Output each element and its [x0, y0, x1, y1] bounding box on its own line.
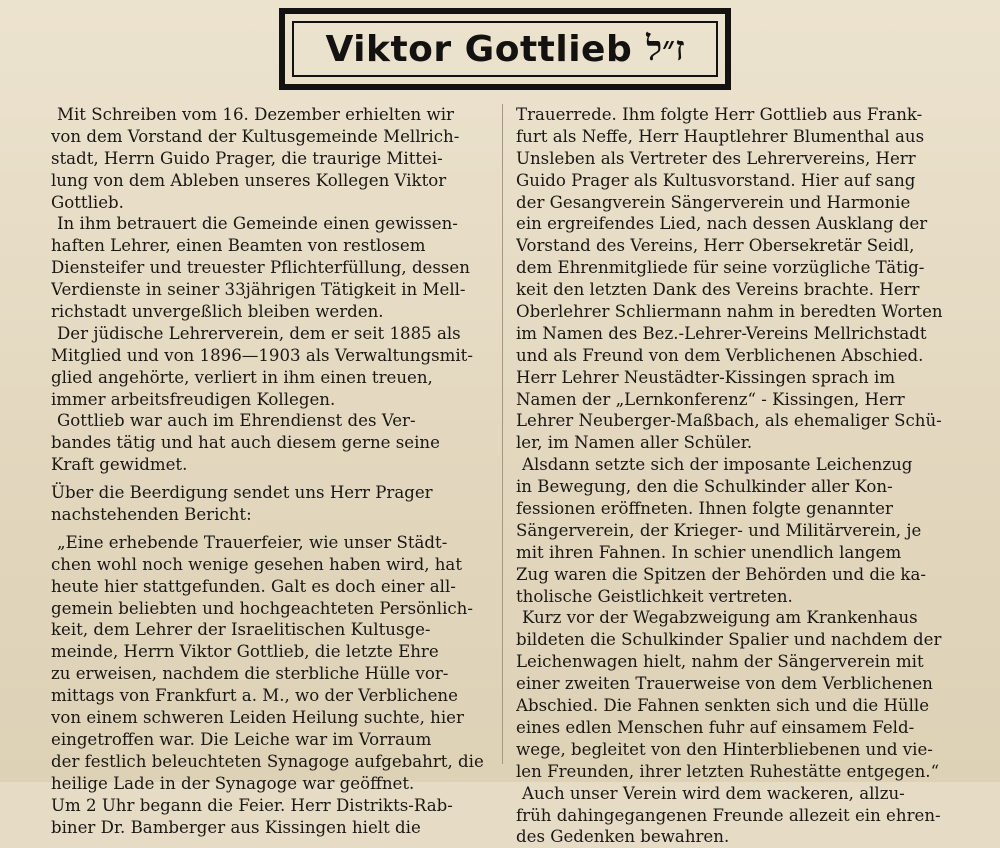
text-line: Trauerrede. Ihm folgte Herr Gottlieb aus Frank- [516, 105, 923, 124]
headline-hebrew-abbreviation: ז״ל [646, 29, 685, 69]
text-line: Sängerverein, der Krieger- und Militärverein, je [516, 520, 922, 540]
text-line: wege, begleitet von den Hinterbliebenen und vie- [516, 739, 933, 759]
text-line: Mitglied und von 1896—1903 als Verwaltungsmit- [51, 345, 473, 365]
text-line: heilige Lade in der Synagoge war geöffnet. [51, 773, 415, 793]
text-line: biner Dr. Bamberger aus Kissingen hielt die [51, 817, 421, 837]
text-line: der festlich beleuchteten Synagoge aufgebahrt, die [51, 751, 484, 771]
text-line: Lehrer Neuberger-Maßbach, als ehemaliger Schü- [516, 411, 942, 431]
column-divider [502, 104, 503, 764]
text-line: In ihm betrauert die Gemeinde einen gewissen- [57, 214, 458, 234]
text-line: Unsleben als Vertreter des Lehrervereins, Herr [516, 148, 916, 168]
text-line: Der jüdische Lehrerverein, dem er seit 1885 als [57, 323, 461, 343]
text-line: eines edlen Menschen fuhr auf einsamem Feld- [516, 717, 915, 737]
text-line: furt als Neffe, Herr Hauptlehrer Blumenthal aus [516, 126, 925, 146]
text-line: Oberlehrer Schliermann nahm in beredten Worten [516, 302, 943, 322]
text-line: Mit Schreiben vom 16. Dezember erhielten wir [57, 105, 454, 124]
text-line: in Bewegung, den die Schulkinder aller Kon- [516, 477, 893, 497]
text-line: haften Lehrer, einen Beamten von restlosem [51, 236, 426, 256]
text-line: dem Ehrenmitgliede für seine vorzügliche Tätig- [516, 258, 925, 278]
text-line: mittags von Frankfurt a. M., wo der Verblichene [51, 686, 458, 706]
text-line: „Eine erhebende Trauerfeier, wie unser Städt- [57, 532, 448, 552]
text-line: stadt, Herrn Guido Prager, die traurige Mittei- [51, 148, 443, 168]
text-line: Verdienste in seiner 33jährigen Tätigkeit in Mell- [51, 280, 466, 300]
text-line: richstadt unvergeßlich bleiben werden. [51, 302, 384, 322]
text-line: Gottlieb war auch im Ehrendienst des Ver- [57, 411, 416, 431]
text-line: ein ergreifendes Lied, nach dessen Ausklang der [516, 214, 928, 234]
text-line: Herr Lehrer Neustädter-Kissingen sprach im [516, 367, 896, 387]
headline-frame [279, 8, 731, 90]
text-line: Gottlieb. [51, 192, 124, 212]
text-line: mit ihren Fahnen. In schier unendlich langem [516, 542, 902, 562]
right-column [516, 104, 974, 848]
text-line: im Namen des Bez.-Lehrer-Vereins Mellrichstadt [516, 323, 927, 343]
text-line: von einem schweren Leiden Heilung suchte, hier [51, 708, 464, 728]
text-line: bildeten die Schulkinder Spalier und nachdem der [516, 630, 942, 650]
text-line: Abschied. Die Fahnen senkten sich und die Hülle [516, 696, 930, 716]
text-line: Über die Beerdigung sendet uns Herr Prager [51, 483, 433, 503]
text-line: Leichenwagen hielt, nahm der Sängerverein mit [516, 652, 924, 672]
text-line: Auch unser Verein wird dem wackeren, allzu- [522, 783, 905, 803]
text-line: früh dahingegangenen Freunde allezeit ein ehren- [516, 805, 941, 825]
text-line: Alsdann setzte sich der imposante Leichenzug [522, 455, 913, 475]
text-line: lung von dem Ableben unseres Kollegen Viktor [51, 170, 447, 190]
text-line: meinde, Herrn Viktor Gottlieb, die letzte Ehre [51, 642, 439, 662]
text-line: chen wohl noch wenige gesehen haben wird, hat [51, 554, 462, 574]
text-line: nachstehenden Bericht: [51, 505, 252, 525]
text-line: fessionen eröffneten. Ihnen folgte genannter [516, 499, 893, 519]
text-line: Namen der „Lernkonferenz“ - Kissingen, Herr [516, 389, 905, 409]
text-line: Um 2 Uhr begann die Feier. Herr Distrikts-Rab- [51, 795, 453, 815]
text-line: zu erweisen, nachdem die sterbliche Hülle vor- [51, 664, 449, 684]
text-line: Kraft gewidmet. [51, 455, 188, 475]
text-line: gemein beliebten und hochgeachteten Persönlich- [51, 598, 473, 618]
text-line: einer zweiten Trauerweise von dem Verblichenen [516, 674, 933, 694]
text-line: tholische Geistlichkeit vertreten. [516, 586, 793, 606]
text-line: glied angehörte, verliert in ihm einen treuen, [51, 367, 433, 387]
text-line: ler, im Namen aller Schüler. [516, 433, 753, 453]
text-line: Diensteifer und treuester Pflichterfüllung, dessen [51, 258, 470, 278]
text-line: Kurz vor der Wegabzweigung am Krankenhaus [522, 608, 918, 628]
text-line: bandes tätig und hat auch diesem gerne seine [51, 433, 440, 453]
text-line: von dem Vorstand der Kultusgemeinde Mellrich- [51, 126, 460, 146]
text-line: Zug waren die Spitzen der Behörden und die ka- [516, 564, 926, 584]
text-line: eingetroffen war. Die Leiche war im Vorraum [51, 729, 432, 749]
headline-name: Viktor Gottlieb [325, 28, 633, 70]
text-line: immer arbeitsfreudigen Kollegen. [51, 389, 336, 409]
text-line: keit den letzten Dank des Vereins brachte. Herr [516, 280, 920, 300]
text-line: Vorstand des Vereins, Herr Obersekretär Seidl, [516, 236, 915, 256]
left-column [51, 104, 489, 838]
text-line: heute hier stattgefunden. Galt es doch einer all- [51, 576, 456, 596]
text-line: len Freunden, ihrer letzten Ruhestätte entgegen.“ [516, 761, 940, 781]
text-line: Guido Prager als Kultusvorstand. Hier auf sang [516, 170, 916, 190]
text-line: des Gedenken bewahren. [516, 827, 730, 847]
text-line: und als Freund von dem Verblichenen Abschied. [516, 345, 924, 365]
text-line: der Gesangverein Sängerverein und Harmonie [516, 192, 911, 212]
text-line: keit, dem Lehrer der Israelitischen Kultusge- [51, 620, 431, 640]
